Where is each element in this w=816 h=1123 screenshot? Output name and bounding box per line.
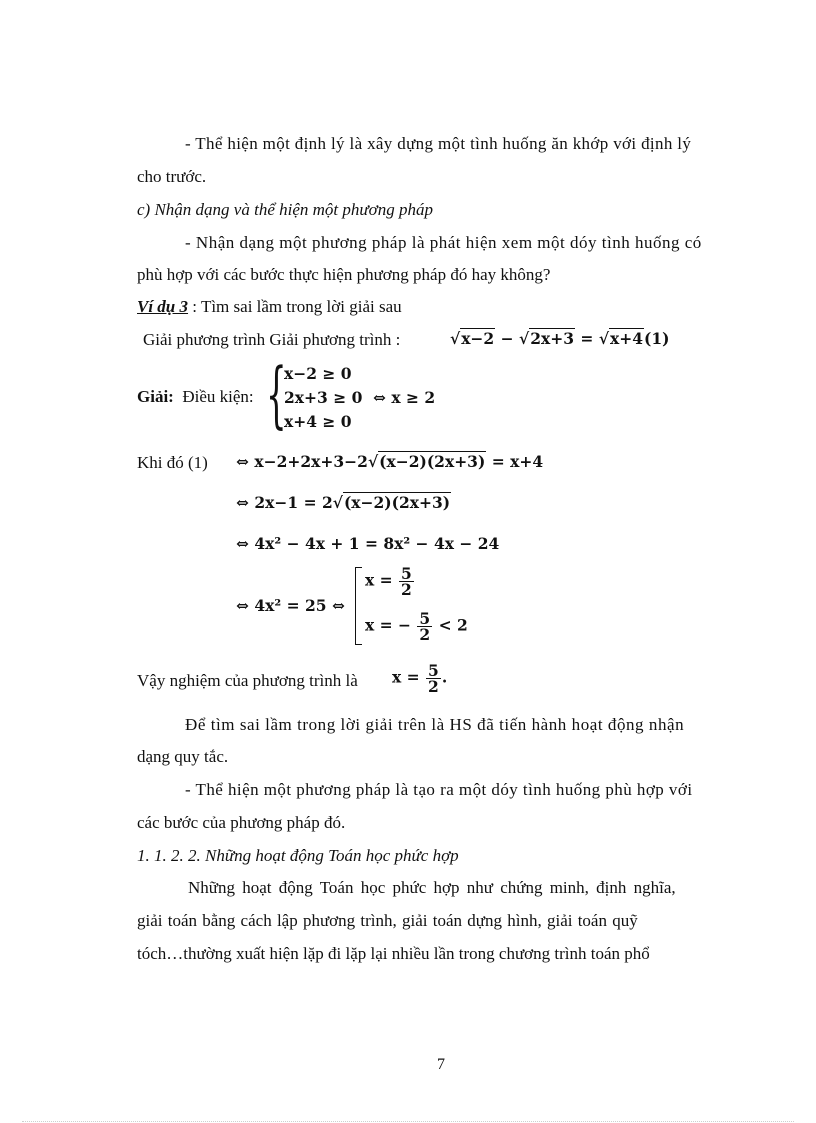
answer-period: . (441, 667, 448, 687)
fraction-numerator: 5 (419, 609, 431, 628)
case-expression: x = − (365, 615, 412, 635)
answer (392, 663, 447, 694)
fraction (417, 611, 432, 642)
step-3: ⇔ 4x² − 4x + 1 = 8x² − 4x − 24 (236, 534, 500, 553)
fraction-numerator: 5 (401, 564, 412, 583)
paragraph-line: tóch…thường xuất hiện lặp đi lặp lại nhiều lần trong chương trình toán phổ (137, 944, 650, 963)
fraction-denominator: 2 (419, 625, 431, 644)
step-4-arrow: ⇔ (332, 596, 345, 615)
case-expression: < 2 (438, 615, 468, 635)
fraction (426, 663, 441, 694)
example-label: Ví dụ 3 (137, 297, 189, 316)
step-expression: ⇔ x−2+2x+3−2 (236, 452, 368, 471)
radicand: x−2 (461, 329, 495, 348)
page-number: 7 (437, 1056, 445, 1073)
step-expression: = x+4 (491, 452, 544, 471)
condition-3: x+4 ≥ 0 (284, 412, 352, 431)
equation-1: √x−2 − √2x+3 = √x+4(1) (450, 329, 670, 348)
solution-label: Giải: (137, 387, 174, 406)
step-expression: ⇔ 2x−1 = 2 (236, 493, 333, 512)
paragraph-line: Những hoạt động Toán học phức hợp như chứng minh, định nghĩa, (188, 878, 676, 897)
paragraph-line: các bước của phương pháp đó. (137, 813, 346, 832)
section-heading: c) Nhận dạng và thể hiện một phương pháp (137, 200, 433, 219)
equation-tag: (1) (644, 329, 670, 348)
paragraph-line: cho trước. (137, 167, 207, 186)
system-brace: { (266, 352, 287, 436)
fraction-denominator: 2 (401, 580, 412, 599)
fraction (399, 566, 414, 597)
paragraph-line: phù hợp với các bước thực hiện phương pháp đó hay không? (137, 265, 551, 284)
radicand: 2x+3 (530, 329, 575, 348)
paragraph-line (185, 133, 737, 155)
page-bottom-divider (22, 1121, 794, 1122)
paragraph-line: dạng quy tắc. (137, 747, 229, 766)
radicand: (x−2)(2x+3) (343, 493, 451, 512)
paragraph-line: giải toán bằng cách lập phương trình, giải toán dựng hình, giải toán quỹ (137, 911, 638, 930)
problem-statement: Giải phương trình Giải phương trình : (143, 330, 401, 349)
paragraph-line: - Nhận dạng một phương pháp là phát hiện xem một dóy tình huống có (185, 233, 702, 252)
case-2 (365, 611, 468, 642)
solution-line (137, 386, 254, 408)
example-line (137, 296, 402, 318)
step-1: ⇔ x−2+2x+3−2√(x−2)(2x+3) = x+4 (236, 452, 544, 471)
case-bracket (355, 567, 362, 645)
fraction-numerator: 5 (428, 661, 439, 680)
condition-2: 2x+3 ≥ 0 (284, 388, 363, 407)
step-4: ⇔ 4x² = 25 (236, 596, 327, 615)
condition-label: Điều kiện: (182, 387, 254, 406)
paragraph-line: Để tìm sai lầm trong lời giải trên là HS đã tiến hành hoạt động nhận (185, 715, 685, 734)
case-expression: x = (365, 570, 393, 590)
operator: = (580, 329, 594, 348)
paragraph-line: - Thể hiện một phương pháp là tạo ra một dóy tình huống phù hợp với (185, 780, 693, 799)
khi-do-label: Khi đó (1) (137, 453, 208, 472)
example-text: : Tìm sai lầm trong lời giải sau (188, 297, 402, 316)
condition-1: x−2 ≥ 0 (284, 364, 352, 383)
fraction-denominator: 2 (428, 677, 439, 696)
radicand: (x−2)(2x+3) (379, 452, 486, 471)
case-1 (365, 566, 415, 597)
condition-result: ⇔ x ≥ 2 (373, 388, 436, 407)
answer-expression: x = (392, 667, 420, 687)
operator: − (500, 329, 514, 348)
paragraph-text: - Thể hiện một định lý là xây dựng một tình huống ăn khớp với định lý (185, 134, 692, 153)
conclusion-text: Vậy nghiệm của phương trình là (137, 671, 358, 690)
radicand: x+4 (610, 329, 644, 348)
section-heading: 1. 1. 2. 2. Những hoạt động Toán học phức hợp (137, 846, 459, 865)
step-2: ⇔ 2x−1 = 2√(x−2)(2x+3) (236, 493, 451, 512)
